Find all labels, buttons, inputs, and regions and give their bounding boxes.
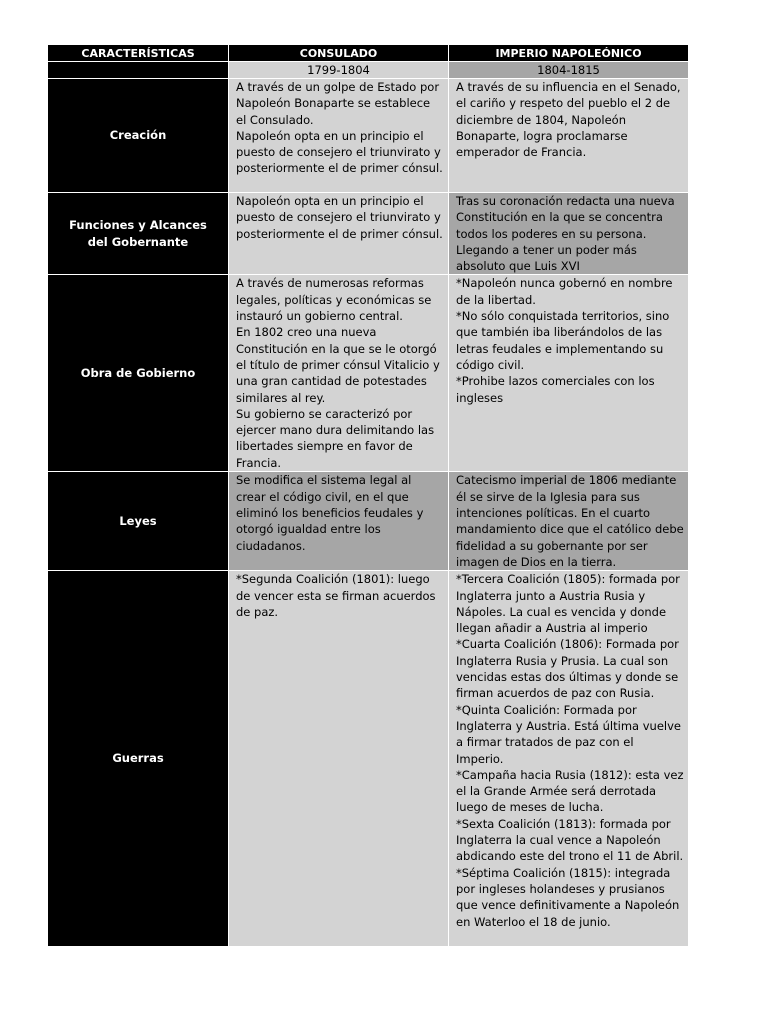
header-row xyxy=(48,45,689,62)
duration-consulado: 1799-1804 xyxy=(229,62,449,79)
cell-paragraph: *Napoleón nunca gobernó en nombre de la libertad. xyxy=(456,276,673,307)
cell-paragraph: A través de numerosas reformas legales, políticas y económicas se instauró un gobierno central. xyxy=(236,276,432,324)
row-label: Creación xyxy=(48,79,229,193)
cell-consulado xyxy=(229,275,449,472)
cell-paragraph: *Tercera Coalición (1805): formada por Inglaterra junto a Austria Rusia y Nápoles. La cual es vencida y donde llegan añadir a Austria al imperio xyxy=(456,572,680,636)
cell-paragraph: *No sólo conquistada territorios, sino que también iba liberándolos de las letras feudales e implementando su código civil. xyxy=(456,309,670,372)
cell-paragraph: *Campaña hacia Rusia (1812): esta vez el la Grande Armée será derrotada luego de meses de lucha. xyxy=(456,767,684,815)
cell-paragraph: A través de su influencia en el Senado, el cariño y respeto del pueblo el 2 de diciembre de 1804, Napoleón Bonaparte, logra proclamarse emperador de Francia. xyxy=(456,80,681,160)
cell-imperio xyxy=(449,275,689,472)
cell-paragraph: A través de un golpe de Estado por Napoleón Bonaparte se establece el Consulado. xyxy=(236,80,440,127)
cell-imperio xyxy=(449,571,689,947)
cell-paragraph: *Cuarta Coalición (1806): Formada por Inglaterra Rusia y Prusia. La cual son vencidas estas dos últimas y donde se firman acuerdos de paz con Rusia. xyxy=(456,637,679,701)
cell-paragraph: *Prohibe lazos comerciales con los ingleses xyxy=(456,374,655,405)
header-caracteristicas: CARACTERÍSTICAS xyxy=(48,45,229,62)
cell-paragraph: Su gobierno se caracterizó por ejercer mano dura delimitando las libertades siempre en favor de Francia. xyxy=(236,406,435,470)
row-label: Leyes xyxy=(48,472,229,571)
comparison-table xyxy=(47,44,689,947)
duration-label: Duración xyxy=(48,62,229,79)
cell-paragraph: *Quinta Coalición: Formada por Inglaterra y Austria. Está última vuelve a firmar tratados de paz con el Imperio. xyxy=(456,702,681,766)
cell-paragraph: Catecismo imperial de 1806 mediante él se sirve de la Iglesia para sus intenciones políticas. En el cuarto mandamiento dice que el católico debe fidelidad a su gobernante por ser imagen de Dios en la tierra. xyxy=(456,473,684,569)
cell-imperio xyxy=(449,79,689,193)
cell-consulado xyxy=(229,571,449,947)
cell-paragraph: *Séptima Coalición (1815): integrada por ingleses holandeses y prusianos que vence definitivamente a Napoleón en Waterloo el 18 de junio. xyxy=(456,865,680,929)
cell-paragraph: En 1802 creo una nueva Constitución en la que se le otorgó el título de primer cónsul Vitalicio y una gran cantidad de potestades similares al rey. xyxy=(236,325,440,405)
cell-consulado xyxy=(229,79,449,193)
cell-paragraph: Se modifica el sistema legal al crear el código civil, en el que eliminó los beneficios feudales y otorgó igualdad entre los ciudadanos. xyxy=(236,473,424,553)
duration-row xyxy=(48,62,689,79)
cell-paragraph: Tras su coronación redacta una nueva Constitución en la que se concentra todos los poderes en su persona. Llegando a tener un poder más absoluto que Luis XVI xyxy=(456,194,675,274)
row-guerras xyxy=(48,571,689,947)
cell-imperio xyxy=(449,472,689,571)
row-label: Obra de Gobierno xyxy=(48,275,229,472)
cell-consulado xyxy=(229,193,449,275)
cell-imperio xyxy=(449,193,689,275)
header-consulado: CONSULADO xyxy=(229,45,449,62)
row-obra xyxy=(48,275,689,472)
cell-paragraph: Napoleón opta en un principio el puesto de consejero el triunvirato y posteriormente el de primer cónsul. xyxy=(236,128,443,176)
header-imperio: IMPERIO NAPOLEÓNICO xyxy=(449,45,689,62)
cell-paragraph: *Segunda Coalición (1801): luego de vencer esta se firman acuerdos de paz. xyxy=(236,572,436,619)
row-label: Funciones y Alcances del Gobernante xyxy=(48,193,229,275)
row-funciones xyxy=(48,193,689,275)
row-label: Guerras xyxy=(48,571,229,947)
row-creacion xyxy=(48,79,689,193)
cell-consulado xyxy=(229,472,449,571)
duration-imperio: 1804-1815 xyxy=(449,62,689,79)
cell-paragraph: Napoleón opta en un principio el puesto de consejero el triunvirato y posteriormente el de primer cónsul. xyxy=(236,194,443,241)
cell-paragraph: *Sexta Coalición (1813): formada por Inglaterra la cual vence a Napoleón abdicando este del trono el 11 de Abril. xyxy=(456,816,684,864)
row-leyes xyxy=(48,472,689,571)
